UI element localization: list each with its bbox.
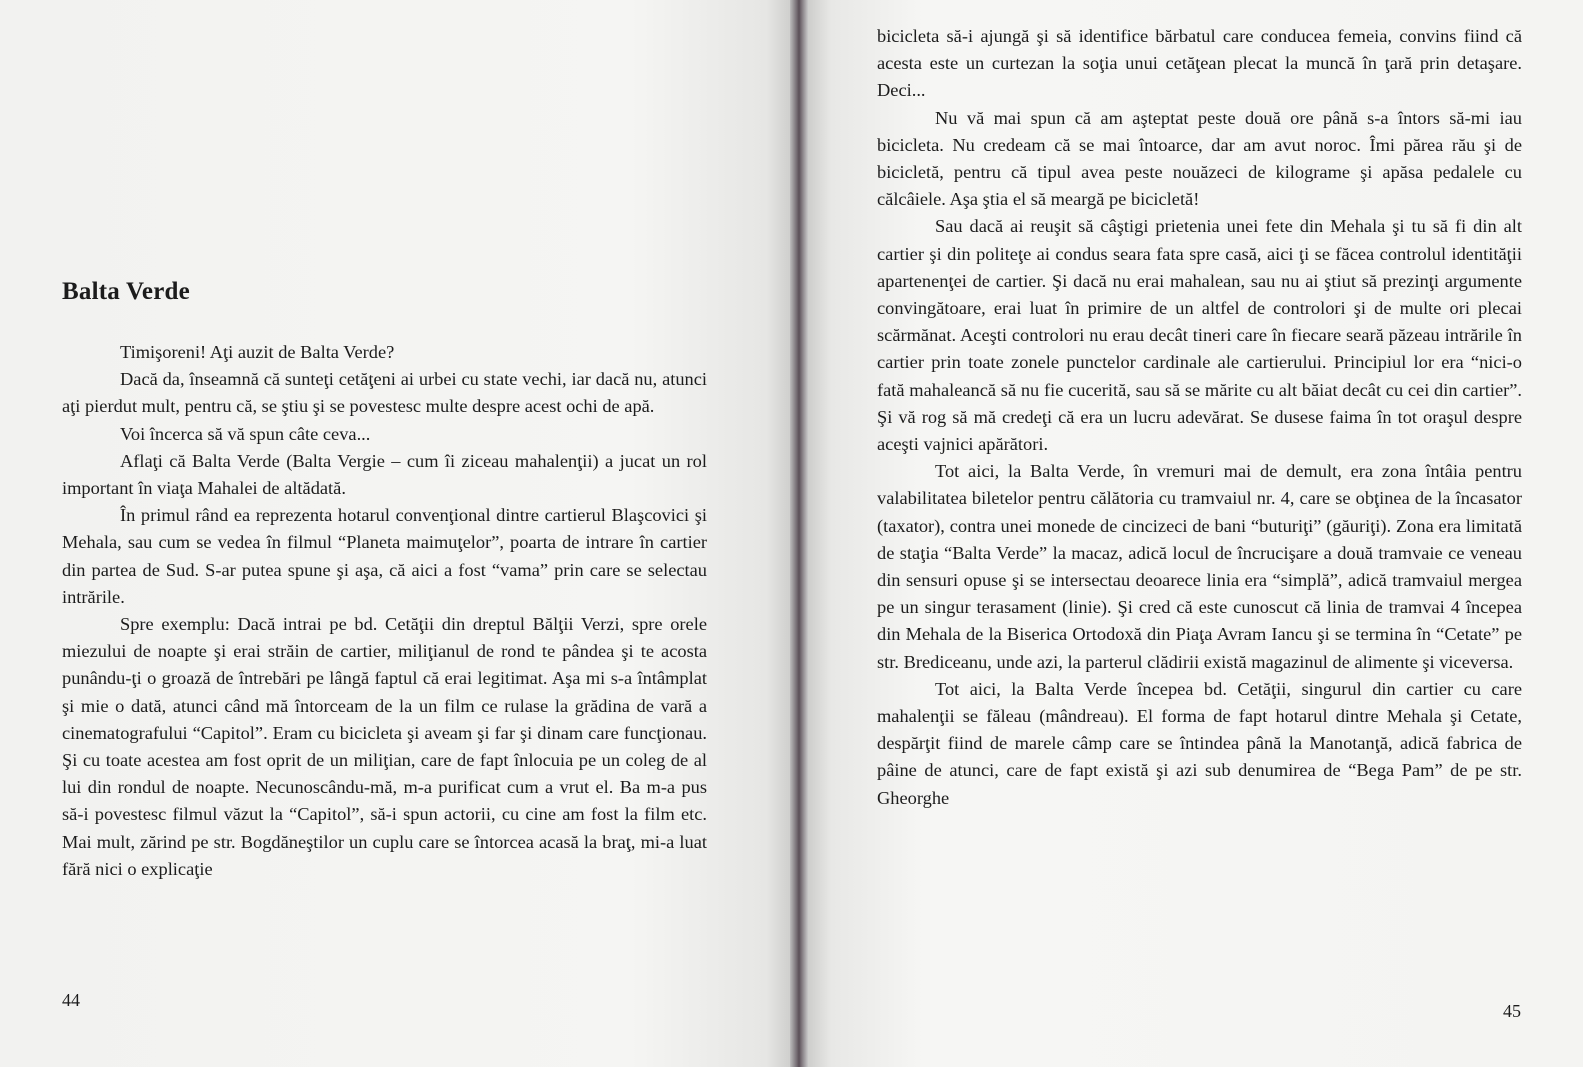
paragraph: Nu vă mai spun că am aşteptat peste două ore până s-a întors să-mi iau bicicleta. Nu credeam că se mai întoarce, dar am avut noroc. Îmi părea rău şi de bicicletă, pentru că tipul avea peste nouăzeci de kilograme şi apăsa pedalele cu călcâiele. Aşa ştia el să meargă pe bicicletă! (877, 107, 1522, 210)
paragraph: Voi încerca să vă spun câte ceva... (120, 423, 371, 444)
paragraph: Tot aici, la Balta Verde începea bd. Cetăţii, singurul din cartier cu care mahalenţii se făleau (mândreau). El forma de fapt hotarul dintre Mehala şi Cetate, despărţit fiind de marele câmp care se întindea până la Manotanţă, adică fabrica de pâine de atunci, care de fapt există şi azi sub denumirea de “Bega Pam” de pe str. Gheorghe (877, 678, 1522, 808)
right-page-text (877, 23, 1522, 812)
chapter-title: Balta Verde (62, 278, 190, 305)
left-page-text (62, 339, 707, 883)
paragraph: Dacă da, înseamnă că sunteţi cetăţeni ai urbei cu state vechi, iar dacă nu, atunci aţi pierdut mult, pentru că, se ştiu şi se povestesc multe despre acest ochi de apă. (62, 369, 707, 417)
left-page (0, 0, 790, 1067)
paragraph-continuation: bicicleta să-i ajungă şi să identifice bărbatul care conducea femeia, convins fiind că acesta este un curtezan la soţia unui cetăţean plecat la muncă în ţară prin detaşare. Deci... (877, 26, 1522, 101)
paragraph: Spre exemplu: Dacă intrai pe bd. Cetăţii din dreptul Bălţii Verzi, spre orele miezului de noapte şi erai străin de cartier, miliţianul de rond te pândea şi te acosta punându-ţi o groază de întrebări pe lângă faptul că erai legitimat. Aşa mi s-a întâmplat şi mie o dată, atunci când mă întorceam de la un film ce rulase la grădina de vară a cinematografului “Capitol”. Eram cu bicicleta şi aveam şi far şi dinam care funcţionau. Şi cu toate acestea am fost oprit de un miliţian, care de fapt înlocuia pe un coleg de al lui din rondul de noapte. Necunoscându-mă, m-a purificat cum a vrut el. Ba m-a pus să-i povestesc filmul văzut la “Capitol”, să-i spun actorii, cu cine am fost la film etc. Mai mult, zărind pe str. Bogdăneştilor un cuplu care se întorcea acasă la braţ, mi-a luat fără nici o explicaţie (62, 614, 707, 879)
book-gutter (790, 0, 808, 1067)
paragraph: În primul rând ea reprezenta hotarul convenţional dintre cartierul Blaşcovici şi Mehala, sau cum se vedea în filmul “Planeta maimuţelor”, poarta de intrare în cartier din partea de Sud. S-ar putea spune şi aşa, că aici a fost “vama” prin care se selectau intrările. (62, 505, 707, 607)
right-page (808, 0, 1583, 1067)
paragraph: Timişoreni! Aţi auzit de Balta Verde? (120, 342, 395, 362)
page-number-right: 45 (1503, 1001, 1521, 1021)
paragraph: Aflaţi că Balta Verde (Balta Vergie – cum îi ziceau mahalenţii) a jucat un rol important în viaţa Mahalei de altădată. (62, 450, 707, 499)
paragraph: Sau dacă ai reuşit să câştigi prietenia unei fete din Mehala şi tu să fi din alt cartier şi din politeţe ai condus seara fata spre casă, aici ţi se făcea controlul identităţii apartenenţei de cartier. Şi dacă nu erai mahalean, sau nu ai ştiut să prezinţi argumente convingătoare, erai luat în primire de un altfel de controlori şi de multe ori plecai scărmănat. Aceşti controlori nu erau decât tineri care în fiecare seară păzeau intrările în cartier prin toate zonele punctelor cardinale ale cartierului. Principiul lor era “nici-o fată mahaleancă să nu fie cucerită, sau să se mărite cu alt băiat decât cu cei din cartier”. Şi vă rog să mă credeţi că era un lucru adevărat. Se dusese faima în tot oraşul despre aceşti vajnici apărători. (877, 216, 1522, 455)
page-number-left: 44 (62, 990, 80, 1010)
paragraph: Tot aici, la Balta Verde, în vremuri mai de demult, era zona întâia pentru valabilitatea biletelor pentru călătoria cu tramvaiul nr. 4, care se obţinea de la încasator (taxator), contra unei monede de cincizeci de bani “buturiţi” (găuriţi). Zona era limitată de staţia “Balta Verde” la macaz, adică locul de încrucişare a două tramvaie ce veneau din sensuri opuse şi se intersectau deoarece linia era “simplă”, adică tramvaiul mergea pe un singur terasament (linie). Şi cred că este cunoscut că linia de tramvai 4 începea din Mehala de la Biserica Ortodoxă din Piaţa Avram Iancu şi se termina în “Cetate” pe str. Brediceanu, unde azi, la parterul clădirii există magazinul de alimente şi viceversa. (877, 461, 1522, 672)
